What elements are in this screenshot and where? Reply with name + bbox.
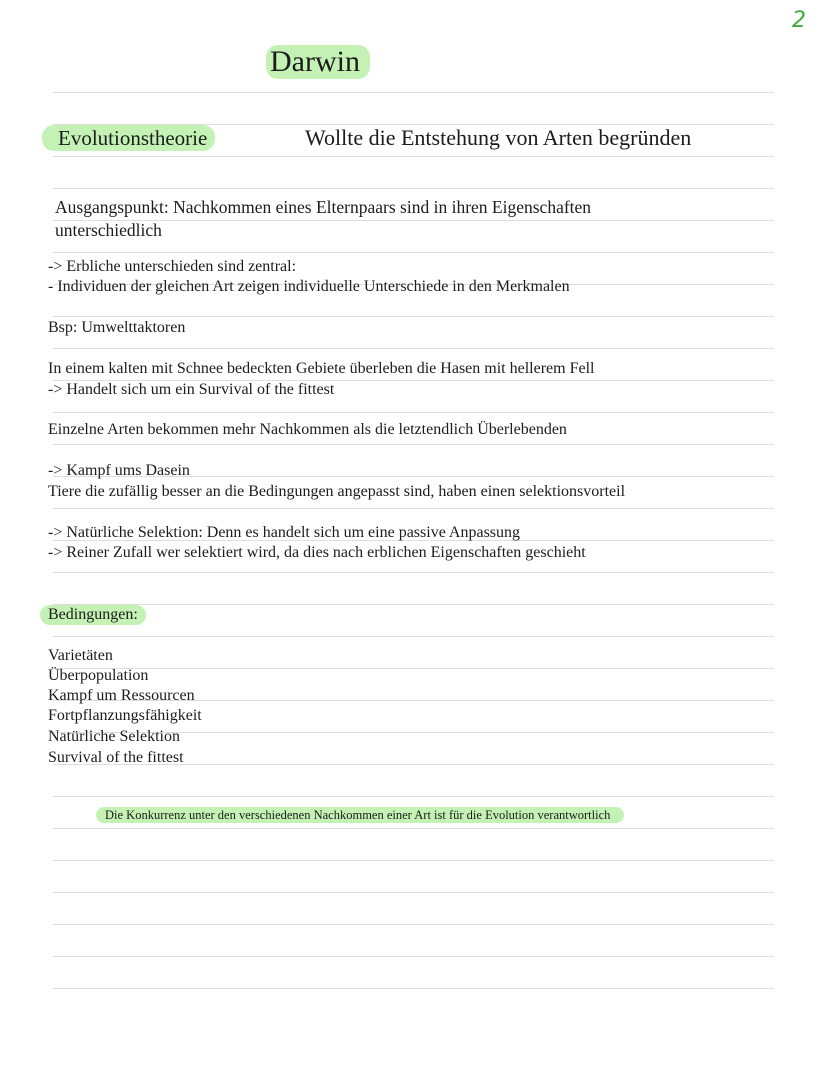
rule-line [53,604,774,605]
rule-line [53,636,774,637]
condition-item: Natürliche Selektion [48,728,180,745]
page-title: Darwin [266,45,370,79]
rule-line [53,924,774,925]
body-line: In einem kalten mit Schnee bedeckten Gebiete überleben die Hasen mit hellerem Fell [48,360,595,377]
page-number: 2 [792,8,806,33]
condition-item: Survival of the fittest [48,749,184,766]
rule-line [53,956,774,957]
ausgangspunkt-line-2: unterschiedlich [55,220,162,240]
conclusion-note: Die Konkurrenz unter den verschiedenen Nachkommen einer Art ist für die Evolution verantwortlich [96,807,624,823]
body-line: -> Handelt sich um ein Survival of the fittest [48,381,335,398]
rule-line [53,156,774,157]
body-line: -> Erbliche unterschieden sind zentral: [48,258,297,275]
conditions-heading: Bedingungen: [40,605,146,625]
body-line: -> Reiner Zufall wer selektiert wird, da dies nach erblichen Eigenschaften geschieht [48,544,586,561]
condition-item: Kampf um Ressourcen [48,687,195,704]
condition-item: Überpopulation [48,667,149,684]
condition-item: Fortpflanzungsfähigkeit [48,707,202,724]
rule-line [53,508,774,509]
rule-line [53,988,774,989]
rule-line [53,668,774,669]
condition-item: Varietäten [48,647,113,664]
rule-line [53,828,774,829]
body-line: - Individuen der gleichen Art zeigen individuelle Unterschiede in den Merkmalen [48,278,570,295]
body-line: Einzelne Arten bekommen mehr Nachkommen als die letztendlich Überlebenden [48,421,567,438]
rule-line [53,412,774,413]
rule-line [53,92,774,93]
rule-line [53,252,774,253]
rule-line [53,892,774,893]
rule-line [53,348,774,349]
body-line: -> Kampf ums Dasein [48,462,190,479]
topic-statement: Wollte die Entstehung von Arten begründen [305,125,692,150]
ausgangspunkt-line-1: Ausgangspunkt: Nachkommen eines Elternpaars sind in ihren Eigenschaften [55,197,592,217]
rule-line [53,860,774,861]
topic-label: Evolutionstheorie [42,125,215,151]
rule-line [53,572,774,573]
rule-line [53,316,774,317]
body-line: Bsp: Umwelttaktoren [48,319,186,336]
rule-line [53,444,774,445]
body-line: -> Natürliche Selektion: Denn es handelt sich um eine passive Anpassung [48,524,521,541]
body-line: Tiere die zufällig besser an die Bedingungen angepasst sind, haben einen selektionsvorteil [48,483,626,500]
rule-line [53,188,774,189]
rule-line [53,796,774,797]
